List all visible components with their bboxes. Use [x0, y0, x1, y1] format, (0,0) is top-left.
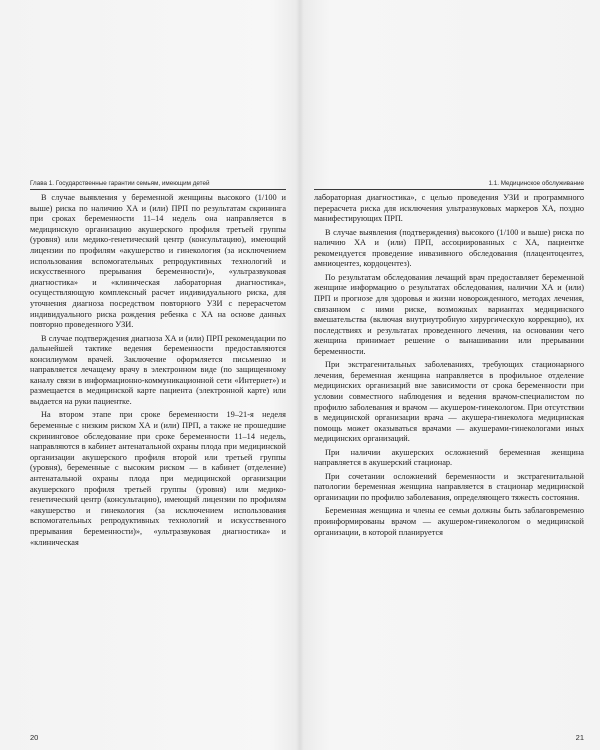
paragraph: При экстрагенитальных заболеваниях, требующих стационарного лечения, беременная женщина направляется в профильное отделение медицинских организаций вне зависимости от срока беременности при условии совместного наблюдения и ведения врачом-специалистом по профилю заболевания и врачом — акушером-гинекологом. При отсутствии в медицинской организации врача — акушера-гинеколога медицинская помощь может оказываться врачами — акушерами-гинекологами иных медицинских организаций.	[314, 360, 584, 444]
left-header-rule	[30, 189, 286, 190]
right-page-number: 21	[575, 733, 584, 742]
left-body-text	[30, 193, 286, 548]
right-running-head: 1.1. Медицинское обслуживание	[488, 180, 584, 187]
right-body-text	[314, 193, 584, 538]
paragraph: На втором этапе при сроке беременности 19–21-я неделя беременные с низким риском ХА и (или) ПРП, а также не прошедшие скрининговое обследование при сроке беременности 11–14 недель, направляются в кабинет антенатальной охраны плода при медицинской организации акушерского профиля второй или третьей группы (уровня), беременные с высоким риском — в кабинет (отделение) антенатальной охраны плода при медицинской организации акушерского профиля третьей группы (уровня) или медико-генетический центр (консультацию), имеющий лицензии по профилям «акушерство и гинекология (за исключением использования вспомогательных репродуктивных технологий и искусственного прерывания беременности)», «ультразвуковая диагностика» и «клиническая	[30, 410, 286, 547]
right-page	[300, 0, 600, 750]
paragraph-continuation: лабораторная диагностика», с целью проведения УЗИ и программного перерасчета риска для исключения ультразвуковых маркеров ХА, поздно манифестирующих ПРП.	[314, 193, 584, 224]
paragraph: В случае подтверждения диагноза ХА и (или) ПРП рекомендации по дальнейшей тактике ведения беременности предоставляются консилиумом врачей. Заключение оформляется письменно и направляется лечащему врачу в электронном виде (по защищенному каналу связи в информационно-коммуникационной сети «Интернет») и размещается в медицинской карте пациента (электронной карте) или выдается на руки пациентке.	[30, 333, 286, 407]
left-running-head: Глава 1. Государственные гарантии семьям, имеющим детей	[30, 180, 210, 187]
left-page-number: 20	[30, 733, 39, 742]
paragraph: В случае выявления (подтверждения) высокого (1/100 и выше) риска по наличию ХА и (или) ПРП, ассоциированных с ХА, пациентке рекомендуется проведение инвазивного обследования (плацентоцентез, амниоцентез, кордоцентез).	[314, 227, 584, 269]
paragraph: Беременная женщина и члены ее семьи должны быть заблаговременно проинформированы врачом — акушером-гинекологом о медицинской организации, в которой планируется	[314, 506, 584, 537]
paragraph: По результатам обследования лечащий врач предоставляет беременной женщине информацию о результатах обследования, наличии ХА и (или) ПРП и прогнозе для здоровья и жизни новорожденного, методах лечения, связанном с ними риске, возможных вариантах медицинского вмешательства (включая внутриутробную хирургическую коррекцию), их последствиях и результатах проведенного лечения, на основании чего женщина принимает решение о вынашивании или прерывании беременности.	[314, 272, 584, 356]
right-header-rule	[314, 189, 584, 190]
paragraph: В случае выявления у беременной женщины высокого (1/100 и выше) риска по наличию ХА и (или) ПРП по результатам скрининга при сроках беременности 11–14 недель она направляется в медицинскую организацию акушерского профиля третьей группы (уровня) или медико-генетический центр (консультацию), имеющий лицензии по профилям «акушерство и гинекология (за исключением использования вспомогательных репродуктивных технологий и искусственного прерывания беременности)», «ультразвуковая диагностика» и «клиническая лабораторная диагностика», осуществляющую комплексный расчет индивидуального риска, для уточнения диагноза посредством повторного УЗИ с перерасчетом индивидуального риска рождения ребенка с ХА на основе данных повторно проведенного УЗИ.	[30, 193, 286, 330]
paragraph: При наличии акушерских осложнений беременная женщина направляется в акушерский стационар.	[314, 447, 584, 468]
paragraph: При сочетании осложнений беременности и экстрагенитальной патологии беременная женщина направляется в стационар медицинской организации по профилю заболевания, определяющего тяжесть состояния.	[314, 471, 584, 503]
